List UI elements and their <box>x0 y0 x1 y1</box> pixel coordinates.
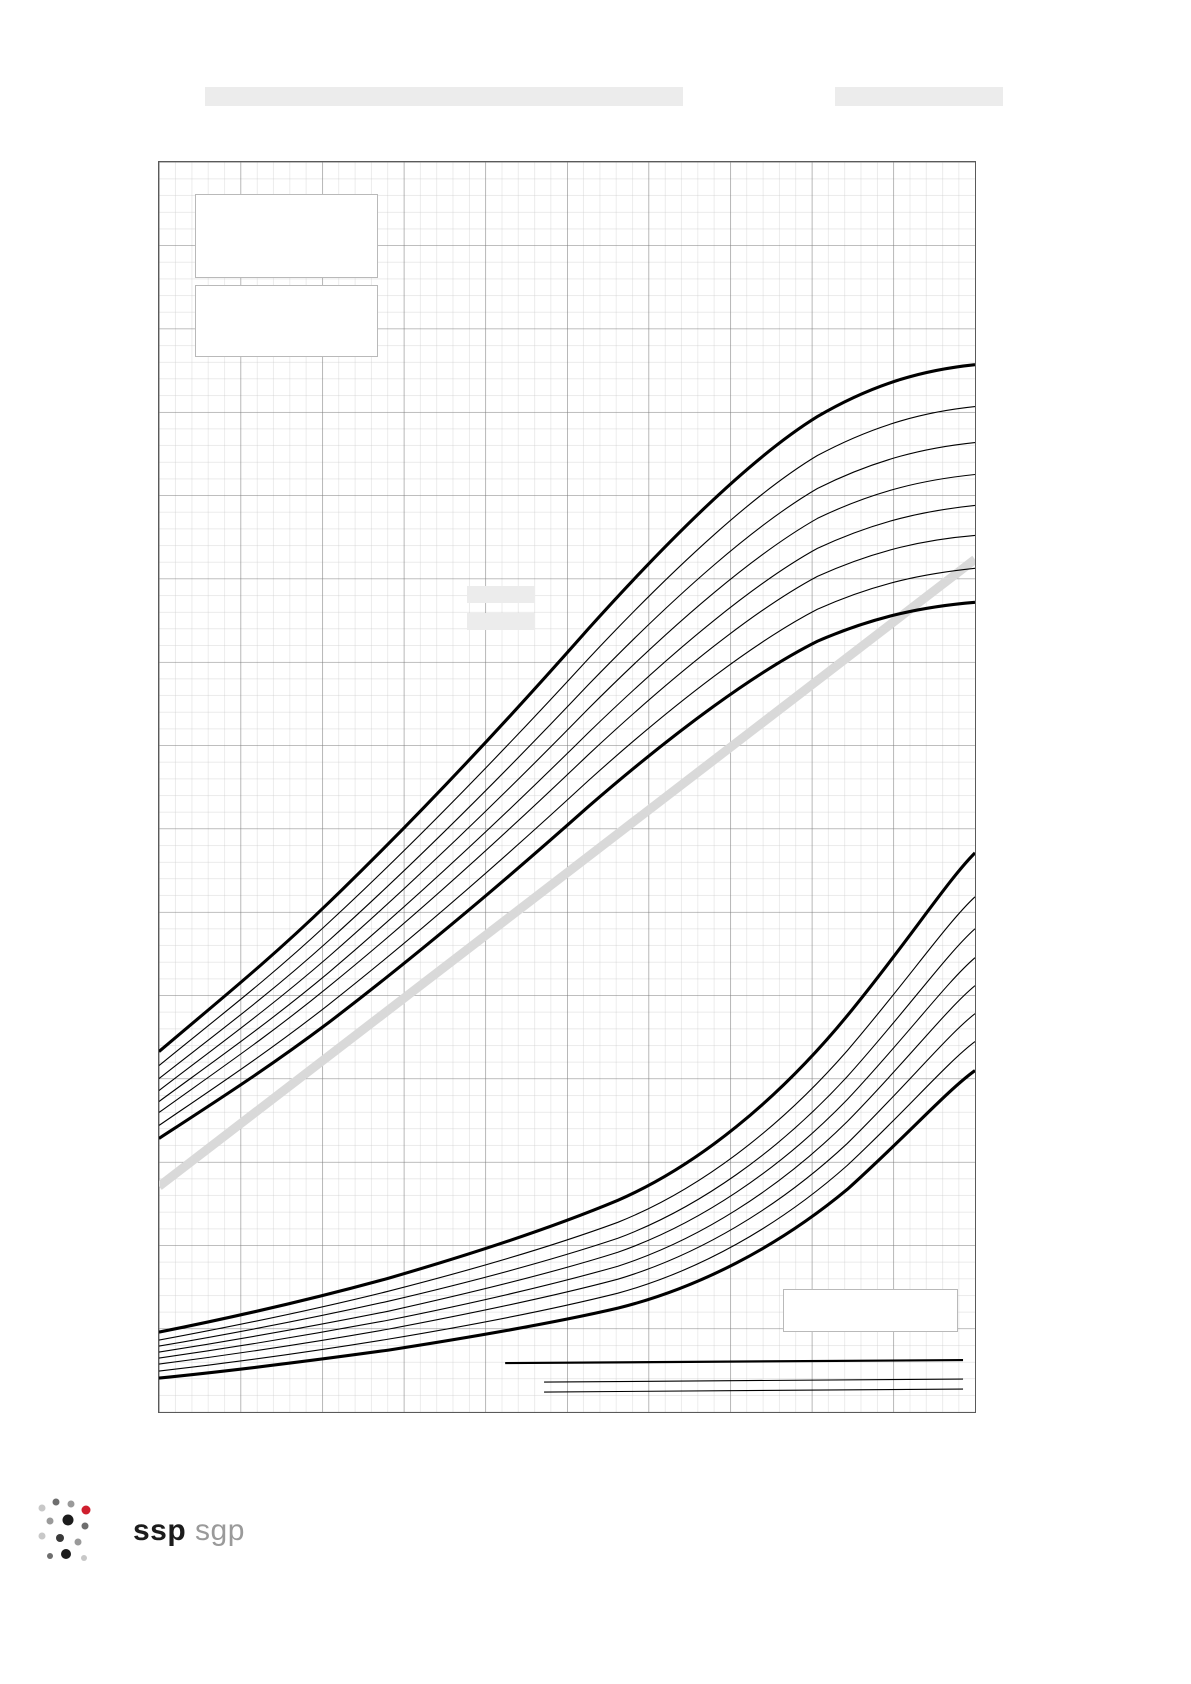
legend-box-bottom <box>783 1289 958 1332</box>
legend-box-mid <box>195 285 378 357</box>
footer <box>30 1494 430 1584</box>
logo-wordmark <box>133 1514 245 1548</box>
document-title-redacted <box>205 87 683 106</box>
logo-text-secondary: sgp <box>195 1514 245 1547</box>
logo-text-primary: ssp <box>133 1514 187 1547</box>
legend-box-top <box>195 194 378 278</box>
logo-dots-icon <box>30 1494 130 1574</box>
legend-mid-redacted-line-1 <box>467 586 535 603</box>
document-date-redacted <box>835 87 1003 106</box>
legend-mid-redacted-line-2 <box>467 613 535 630</box>
